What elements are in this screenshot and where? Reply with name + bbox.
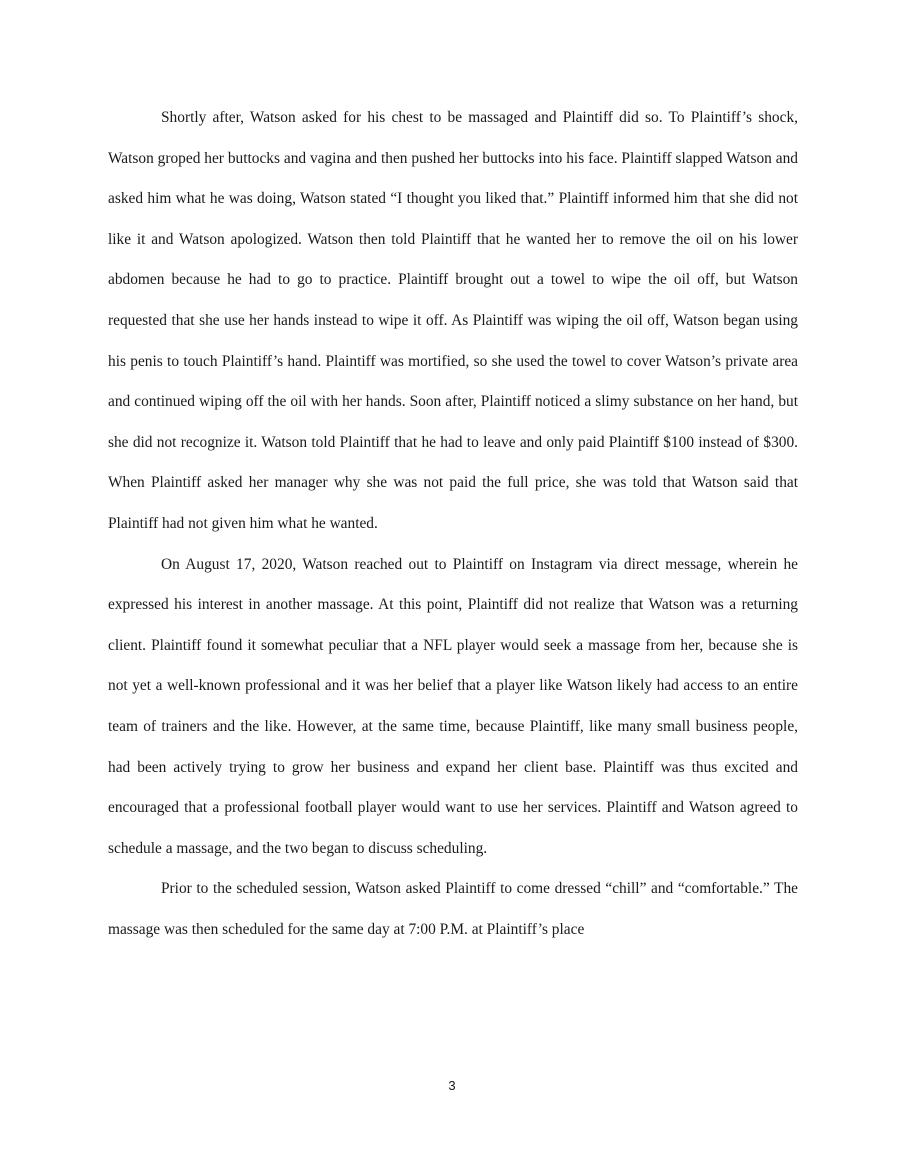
paragraph-1: Shortly after, Watson asked for his chest to be massaged and Plaintiff did so. To Plaintiff’s shock, Watson groped her buttocks and vagina and then pushed her buttocks into his face. Plaintiff slapped Watson and asked him what he was doing, Watson stated “I thought you liked that.” Plaintiff informed him that she did not like it and Watson apologized. Watson then told Plaintiff that he wanted her to remove the oil on his lower abdomen because he had to go to practice. Plaintiff brought out a towel to wipe the oil off, but Watson requested that she use her hands instead to wipe it off. As Plaintiff was wiping the oil off, Watson began using his penis to touch Plaintiff’s hand. Plaintiff was mortified, so she used the towel to cover Watson’s private area and continued wiping off the oil with her hands. Soon after, Plaintiff noticed a slimy substance on her hand, but she did not recognize it. Watson told Plaintiff that he had to leave and only paid Plaintiff $100 instead of $300. When Plaintiff asked her manager why she was not paid the full price, she was told that Watson said that Plaintiff had not given him what he wanted. (108, 109, 798, 532)
paragraph-3: Prior to the scheduled session, Watson asked Plaintiff to come dressed “chill” and “comfortable.” The massage was then scheduled for the same day at 7:00 P.M. at Plaintiff’s place (108, 880, 798, 938)
paragraph-2: On August 17, 2020, Watson reached out to Plaintiff on Instagram via direct message, wherein he expressed his interest in another massage. At this point, Plaintiff did not realize that Watson was a returning client. Plaintiff found it somewhat peculiar that a NFL player would seek a massage from her, because she is not yet a well-known professional and it was her belief that a player like Watson likely had access to an entire team of trainers and the like. However, at the same time, because Plaintiff, like many small business people, had been actively trying to grow her business and expand her client base. Plaintiff was thus excited and encouraged that a professional football player would want to use her services. Plaintiff and Watson agreed to schedule a massage, and the two began to discuss scheduling. (108, 555, 798, 857)
page-number: 3 (448, 1078, 456, 1093)
document-body (108, 98, 798, 950)
